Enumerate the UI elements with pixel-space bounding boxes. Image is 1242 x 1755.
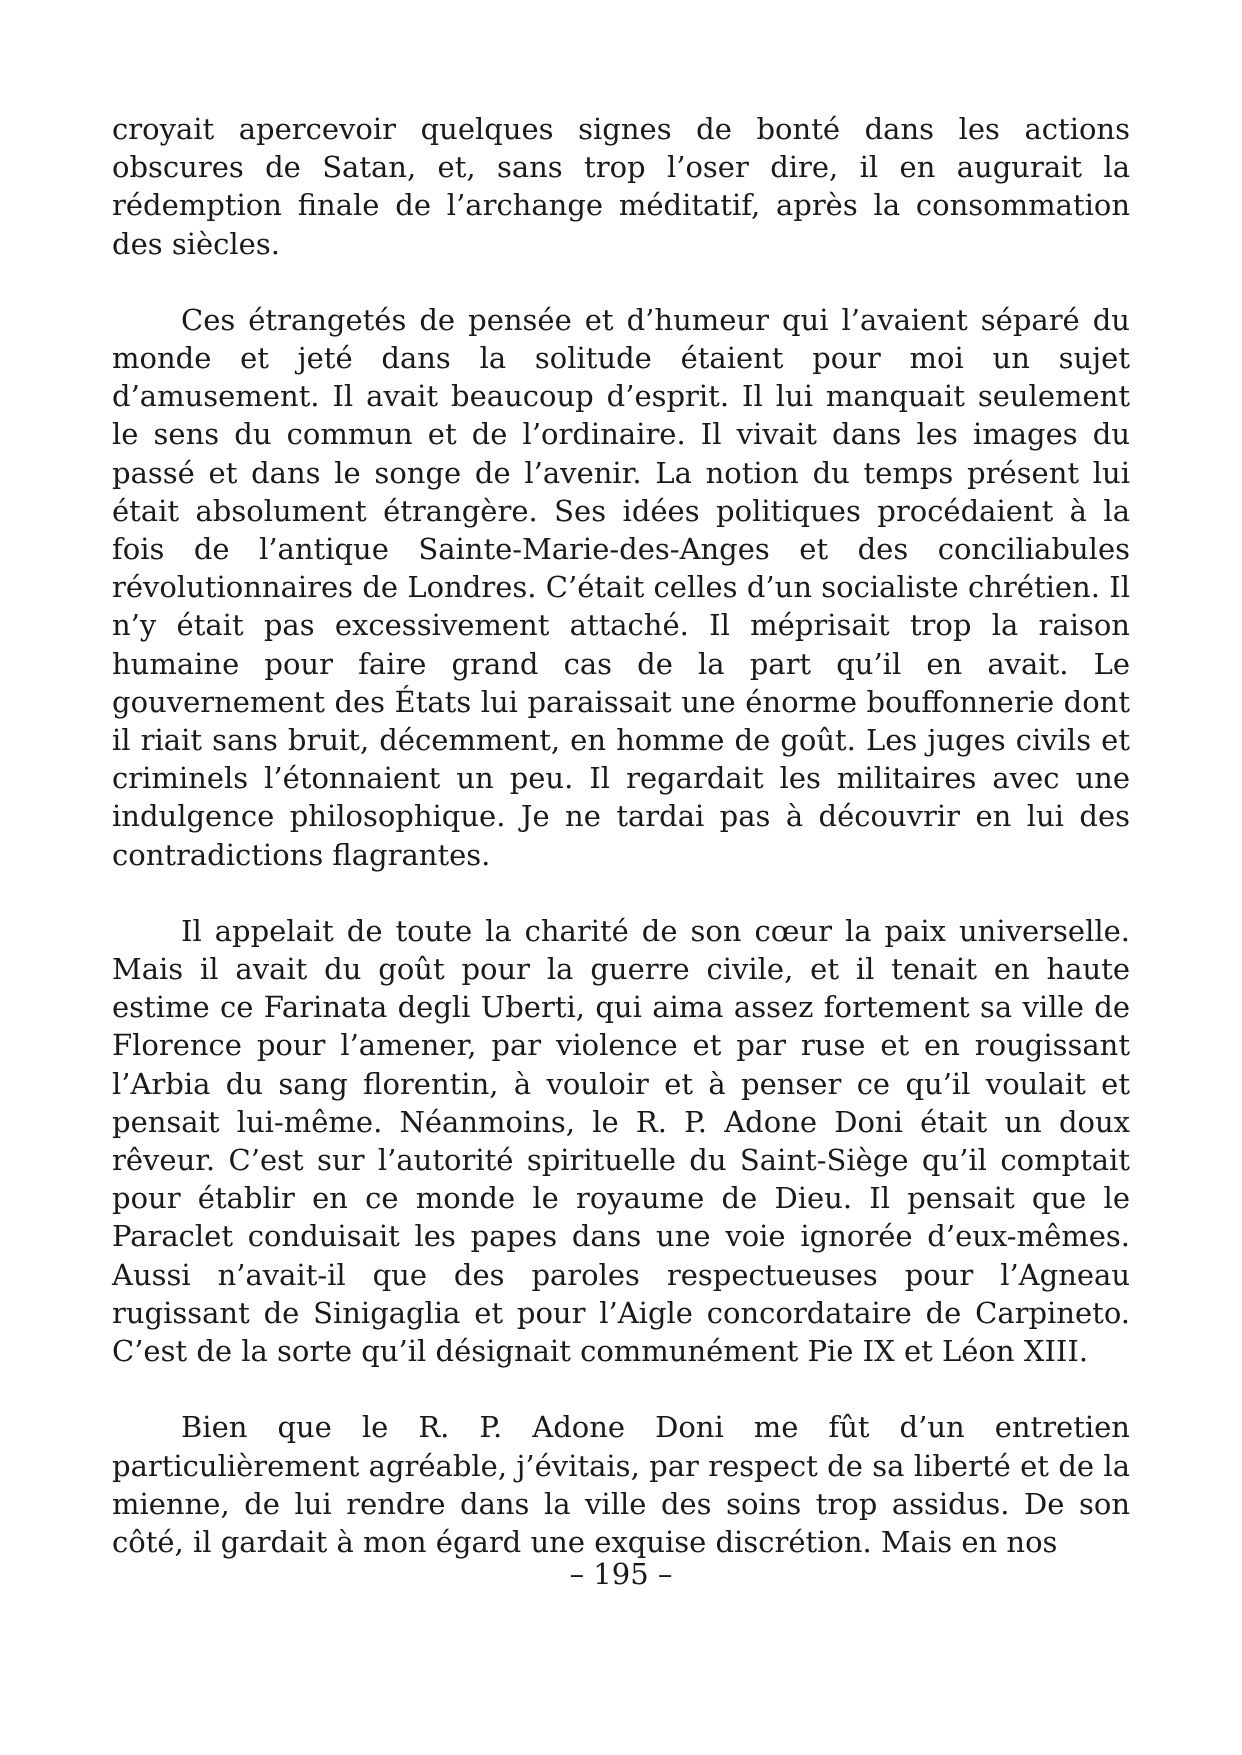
paragraph-strangeness: Ces étrangetés de pensée et d’humeur qui l’avaient séparé du monde et jeté dans la solitude étaient pour moi un sujet d’amusement. Il avait beaucoup d’esprit. Il lui manquait seulement le sens du commun et de l’ordinaire. Il vivait dans les images du passé et dans le songe de l’avenir. La notion du temps présent lui était absolument étrangère. Ses idées politiques procédaient à la fois de l’antique Sainte-Marie-des-Anges et des conciliabules révolutionnaires de Londres. C’était celles d’un socialiste chrétien. Il n’y était pas excessivement attaché. Il méprisait trop la raison humaine pour faire grand cas de la part qu’il en avait. Le gouvernement des États lui paraissait une énorme bouffonnerie dont il riait sans bruit, décemment, en homme de goût. Les juges civils et criminels l’étonnaient un peu. Il regardait les militaires avec une indulgence philosophique. Je ne tardai pas à découvrir en lui des contradictions flagrantes. bbox=[112, 302, 1130, 872]
paragraph-continuation: croyait apercevoir quelques signes de bonté dans les actions obscures de Satan, et, sans trop l’oser dire, il en augurait la rédemption finale de l’archange méditatif, après la consommation des siècles. bbox=[112, 112, 1130, 261]
paragraph-universal-peace: Il appelait de toute la charité de son cœur la paix universelle. Mais il avait du goût pour la guerre civile, et il tenait en haute estime ce Farinata degli Uberti, qui aima assez fortement sa ville de Florence pour l’amener, par violence et par ruse et en rougissant l’Arbia du sang florentin, à vouloir et à penser ce qu’il voulait et pensait lui-même. Néanmoins, le R. P. Adone Doni était un doux rêveur. C’est sur l’autorité spirituelle du Saint-Siège qu’il comptait pour établir en ce monde le royaume de Dieu. Il pensait que le Paraclet conduisait les papes dans une voie ignorée d’eux-mêmes. Aussi n’avait-il que des paroles respectueuses pour l’Agneau rugissant de Sinigaglia et pour l’Aigle concordataire de Carpineto. C’est de la sorte qu’il désignait communément Pie IX et Léon XIII. bbox=[112, 913, 1130, 1369]
page-number: – 195 – bbox=[569, 1557, 673, 1591]
paragraph-discretion: Bien que le R. P. Adone Doni me fût d’un entretien particulièrement agréable, j’évitais, par respect de sa liberté et de la mienne, de lui rendre dans la ville des soins trop assidus. De son côté, il gardait à mon égard une exquise discrétion. Mais en nos bbox=[112, 1410, 1130, 1559]
page-body bbox=[112, 110, 1130, 1561]
